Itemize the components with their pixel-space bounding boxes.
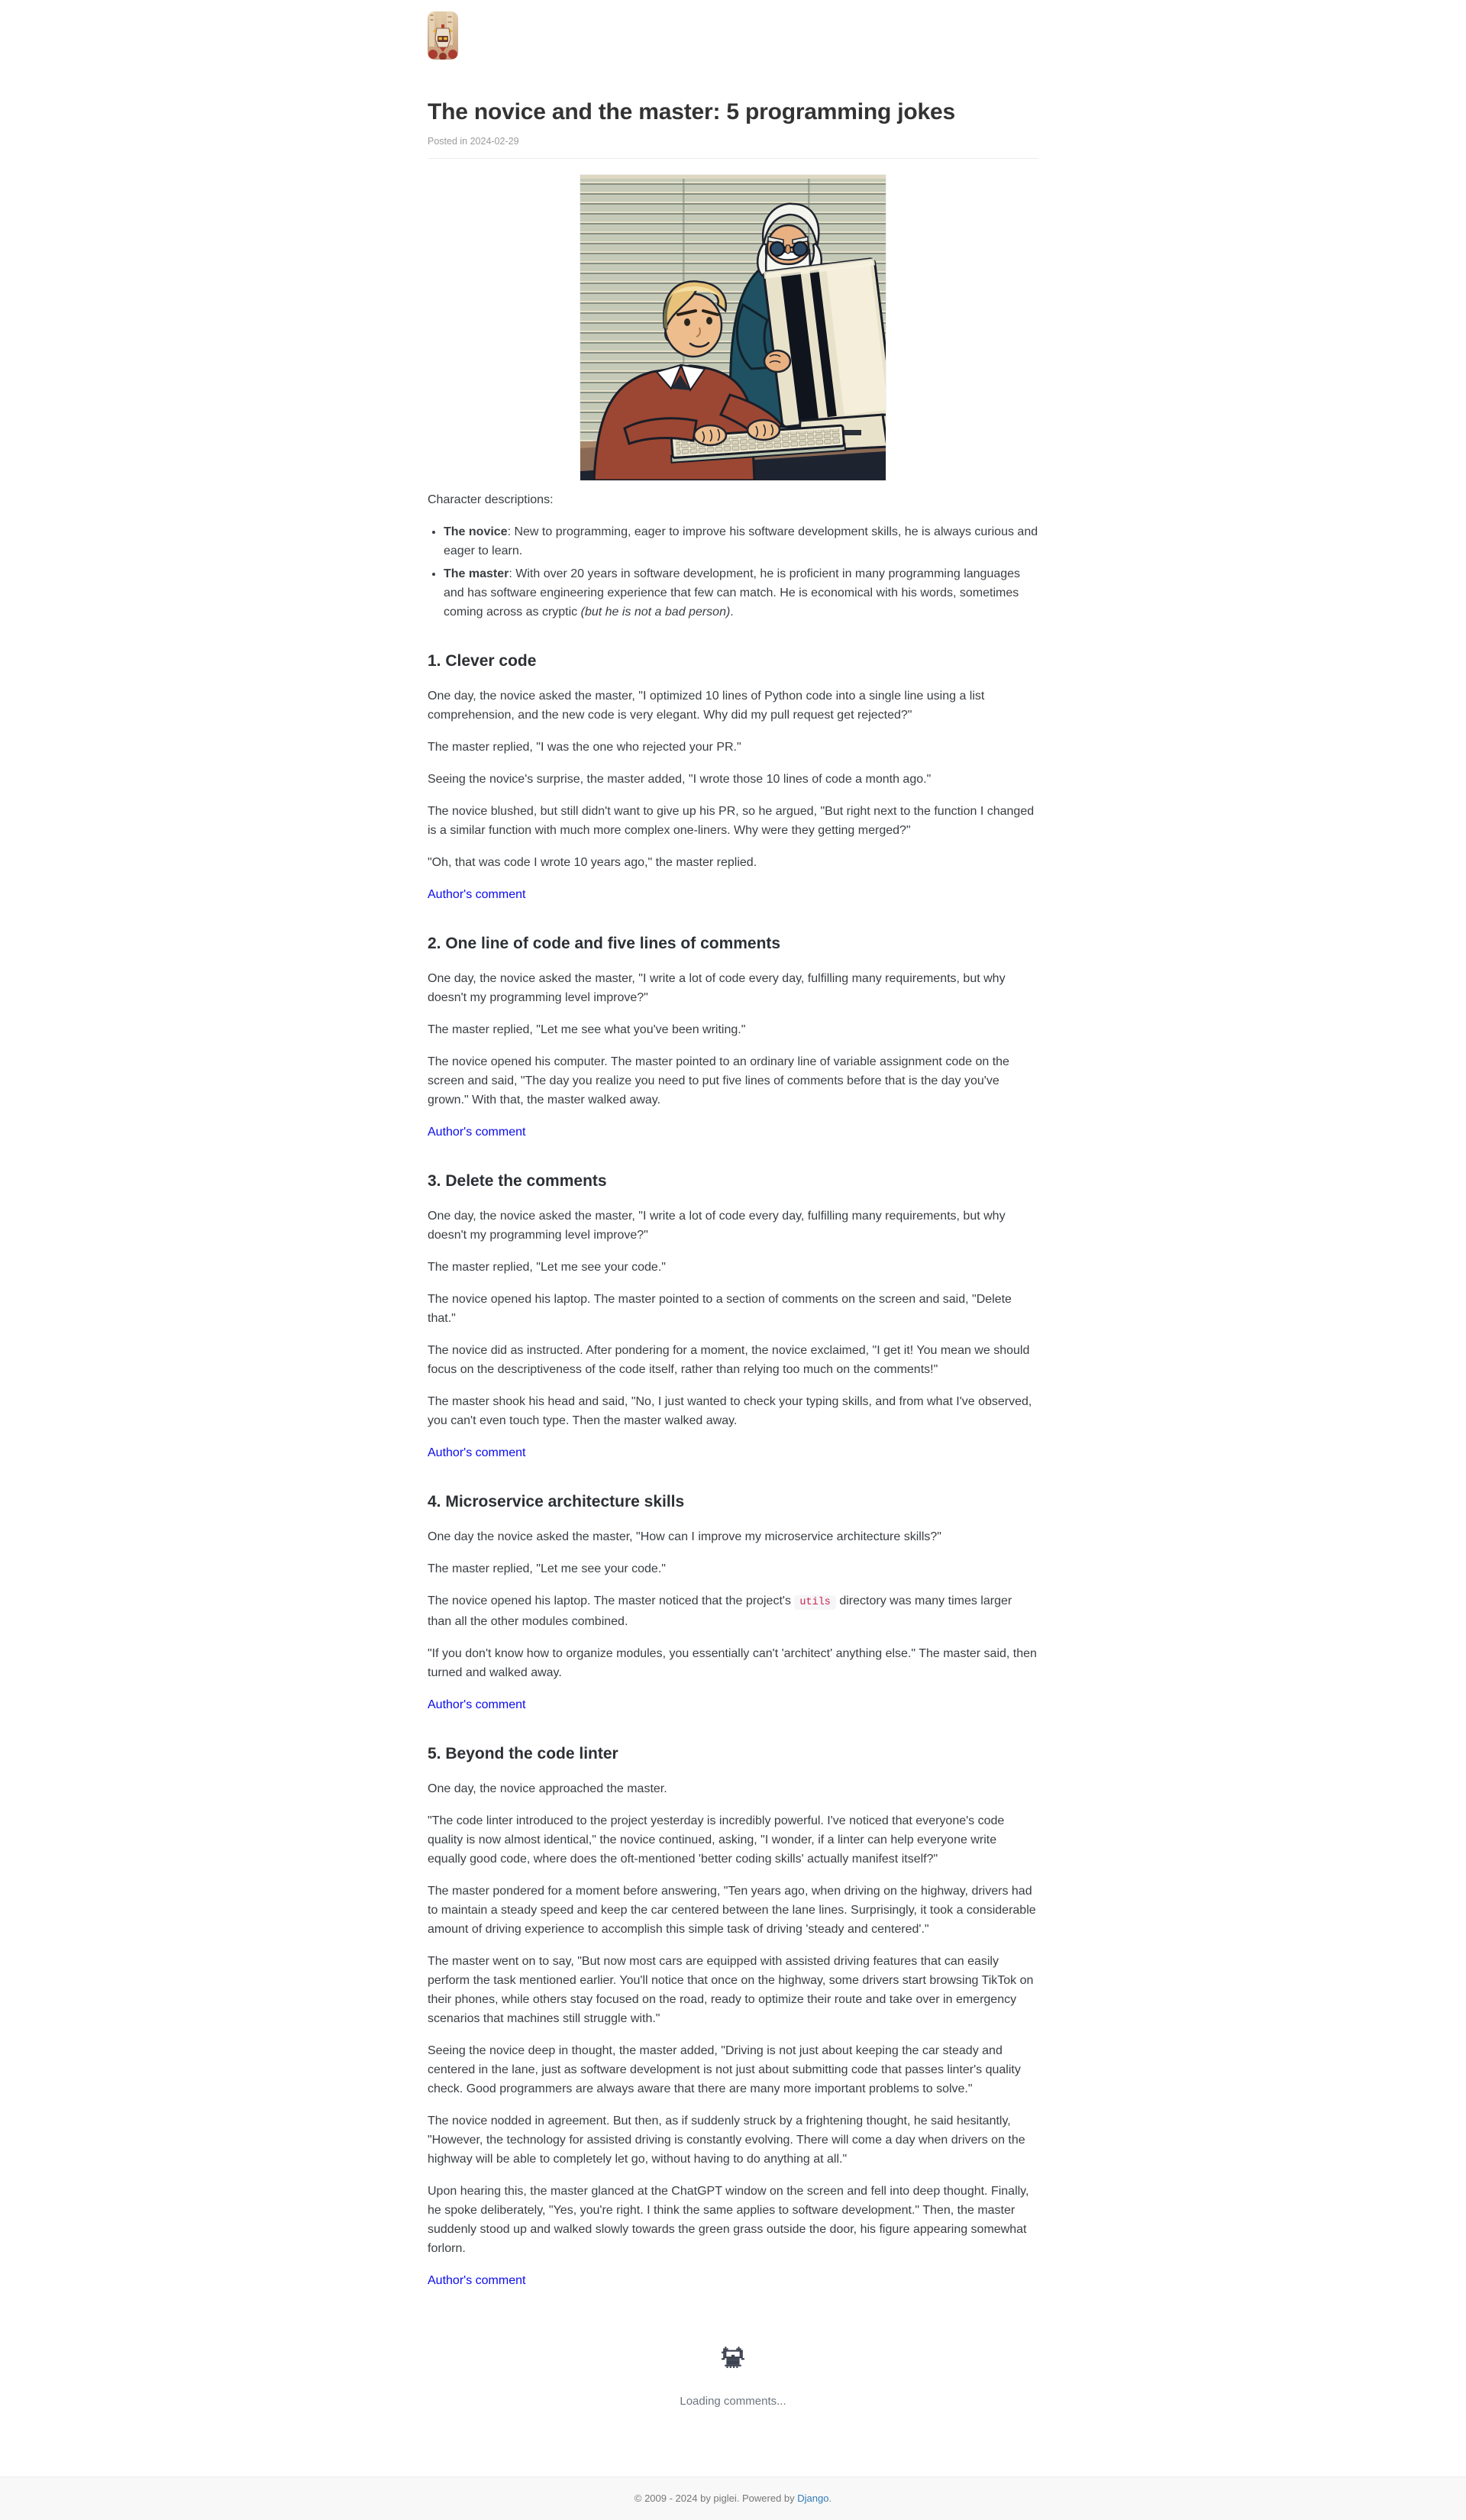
inline-code: utils — [794, 1595, 836, 1610]
list-item: • The master: With over 20 years in software development, he is proficient in many programming languages and has software engineering experience that few can match. He is economical with his words, sometimes coming across as cryptic (but he is not a bad person). — [444, 564, 1038, 622]
section-heading: 4. Microservice architecture skills — [428, 1493, 685, 1510]
list-item: • The novice: New to programming, eager to improve his software development skills, he is always curious and eager to learn. — [444, 522, 1038, 561]
authors-comment-link[interactable]: Author's comment — [428, 1126, 526, 1139]
page-container — [428, 0, 1038, 2476]
post-body — [428, 174, 1038, 2290]
paragraph: One day, the novice asked the master, "I write a lot of code every day, fulfilling many requirements, but why doesn't my programming level improve?" — [428, 972, 1006, 1004]
paragraph: The master went on to say, "But now most cars are equipped with assisted driving features that can easily perform the task mentioned earlier. You'll notice that once on the highway, some drivers start browsing TikTok on their phones, while others stay focused on the road, ready to optimize their route and take over in emergency scenarios that machines still struggle with." — [428, 1955, 1034, 2025]
character-list — [428, 522, 1038, 622]
loading-comments-text: Loading comments... — [680, 2395, 786, 2408]
authors-comment-link[interactable]: Author's comment — [428, 1698, 526, 1711]
authors-comment-link[interactable]: Author's comment — [428, 1446, 526, 1459]
character-name: The master — [444, 567, 509, 580]
site-footer: © 2009 - 2024 by piglei. Powered by Django. — [0, 2476, 1466, 2520]
paragraph: The master pondered for a moment before answering, "Ten years ago, when driving on the highway, drivers had to maintain a steady speed and keep the car centered between the lane lines. Surprisingly, it took a considerable amount of driving experience to accomplish this simple task of driving 'steady and centered'." — [428, 1885, 1036, 1936]
authors-comment-link[interactable]: Author's comment — [428, 888, 526, 901]
paragraph: One day, the novice asked the master, "I write a lot of code every day, fulfilling many requirements, but why doesn't my programming level improve?" — [428, 1210, 1006, 1242]
cat-mascot-icon — [722, 2347, 744, 2368]
paragraph: The novice nodded in agreement. But then, as if suddenly struck by a frightening thought, he said hesitantly, "However, the technology for assisted driving is constantly evolving. There will come a day when drivers on the highway will be able to completely let go, without having to do anything at all." — [428, 2115, 1025, 2166]
paragraph: The master replied, "Let me see your code." — [428, 1562, 666, 1575]
paragraph: The master replied, "Let me see what you've been writing." — [428, 1023, 746, 1036]
post-date: Posted in 2024-02-29 — [428, 136, 519, 147]
section-heading: 2. One line of code and five lines of comments — [428, 935, 781, 952]
paragraph: The master replied, "I was the one who rejected your PR." — [428, 741, 741, 754]
paragraph: Seeing the novice's surprise, the master added, "I wrote those 10 lines of code a month ago." — [428, 773, 932, 786]
paragraph: "The code linter introduced to the project yesterday is incredibly powerful. I've noticed that everyone's code quality is now almost identical," the novice continued, asking, "I wonder, if a linter can help everyone write equally good code, where does the oft-mentioned 'better coding skills' actually manifest itself?" — [428, 1814, 1005, 1866]
comments-section — [428, 2347, 1038, 2476]
paragraph: "Oh, that was code I wrote 10 years ago," the master replied. — [428, 856, 757, 869]
paragraph: The novice opened his laptop. The master pointed to a section of comments on the screen and said, "Delete that." — [428, 1293, 1012, 1325]
paragraph: Upon hearing this, the master glanced at the ChatGPT window on the screen and fell into deep thought. Finally, he spoke deliberately, "Yes, you're right. I think the same applies to software development." Then, the master suddenly stood up and walked slowly towards the green grass outside the door, his figure appearing somewhat forlorn. — [428, 2185, 1029, 2255]
paragraph: The novice did as instructed. After pondering for a moment, the novice exclaimed, "I get it! You mean we should focus on the descriptiveness of the code itself, rather than relying too much on the comments!" — [428, 1344, 1030, 1376]
paragraph: One day, the novice asked the master, "I optimized 10 lines of Python code into a single line using a list comprehension, and the new code is very elegant. Why did my pull request get rejected?" — [428, 690, 985, 722]
paragraph: The novice opened his computer. The master pointed to an ordinary line of variable assignment code on the screen and said, "The day you realize you need to put five lines of comments before that is the day you've grown." With that, the master walked away. — [428, 1055, 1009, 1107]
authors-comment-link[interactable]: Author's comment — [428, 2274, 526, 2287]
section-heading: 1. Clever code — [428, 652, 537, 670]
joke-section-4 — [428, 1491, 1038, 1714]
robot-avatar-icon — [428, 11, 458, 60]
master-hand — [764, 351, 790, 372]
paragraph: One day the novice asked the master, "How can I improve my microservice architecture skills?" — [428, 1530, 941, 1543]
section-heading: 5. Beyond the code linter — [428, 1745, 618, 1762]
joke-section-3 — [428, 1171, 1038, 1462]
paragraph: Seeing the novice deep in thought, the master added, "Driving is not just about keeping the car steady and centered in the lane, just as software development is not just about submitting code that passes linter's quality check. Good programmers are always aware that there are many more important problems to solve." — [428, 2044, 1021, 2095]
characters-lead: Character descriptions: — [428, 493, 554, 506]
divider — [428, 158, 1038, 159]
paragraph: One day, the novice approached the master. — [428, 1782, 667, 1795]
django-link[interactable]: Django — [797, 2493, 829, 2504]
section-heading: 3. Delete the comments — [428, 1172, 607, 1190]
post-illustration — [580, 174, 886, 481]
paragraph: The master shook his head and said, "No, I just wanted to check your typing skills, and from what I've observed, you can't even touch type. Then the master walked away. — [428, 1395, 1032, 1427]
joke-section-2 — [428, 933, 1038, 1142]
copyright-text: © 2009 - 2024 by piglei. Powered by — [634, 2493, 798, 2504]
glasses-icon — [770, 242, 784, 256]
paragraph: The novice blushed, but still didn't want to give up his PR, so he argued, "But right next to the function I changed is a similar function with much more complex one-liners. Why were they getting merged?" — [428, 805, 1035, 837]
novice-master-illustration — [580, 175, 886, 480]
joke-section-1 — [428, 651, 1038, 904]
site-logo-link[interactable] — [428, 11, 458, 60]
paragraph-with-code: The novice opened his laptop. The master noticed that the project's utils directory was many times larger than all the other modules combined. — [428, 1594, 1012, 1628]
joke-section-5 — [428, 1743, 1038, 2290]
paragraph: The master replied, "Let me see your code." — [428, 1261, 666, 1274]
post-title: The novice and the master: 5 programming jokes — [428, 99, 955, 124]
paragraph: "If you don't know how to organize modules, you essentially can't 'architect' anything else." The master said, then turned and walked away. — [428, 1647, 1037, 1679]
character-name: The novice — [444, 525, 508, 538]
